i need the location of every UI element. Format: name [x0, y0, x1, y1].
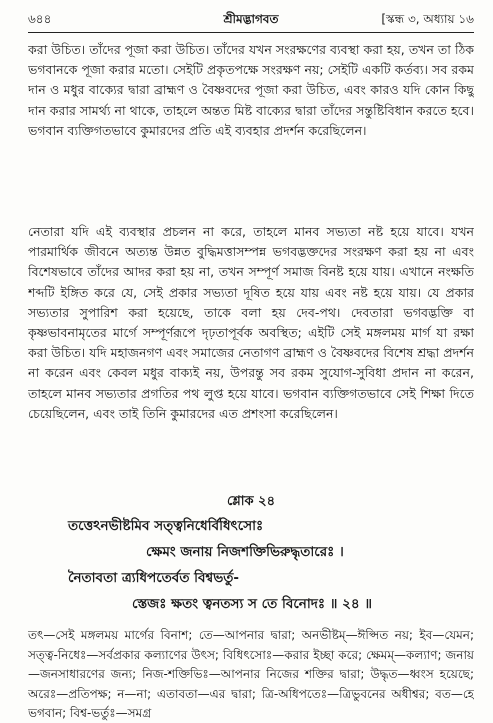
verse-title: শ্লোক ২৪: [226, 494, 276, 509]
purport-paragraph-2: নেতারা যদি এই ব্যবস্থার প্রচলন না করে, তাহলে মানব সভ্যতা নষ্ট হয়ে যাবে। যখন পারমার্থিক জীবনে অত্যন্ত উন্নত বুদ্ধিমত্তাসম্পন্ন ভগবদ্ভক্তদের সংরক্ষণ করা হয় না এবং বিশেষভাবে তাঁদের আদর করা হয় না, তখন সম্পূর্ণ সমাজ বিনষ্ট হয়ে যায়। এখানে নংক্ষতি শব্দটি ইঙ্গিত করে যে, সেই প্রকার সভ্যতা দূষিত হয়ে যায় এবং নষ্ট হয়ে যায়। যে প্রকার সভ্যতার সুপারিশ করা হয়েছে, তাকে বলা হয় দেব-পথ। দেবতারা ভগবদ্ভক্তি বা কৃষ্ণভাবনামৃতের মার্গে সম্পূর্ণরূপে দৃঢ়তাপূর্বক অবস্থিত; এইটি সেই মঙ্গলময় মার্গ যা রক্ষা করা উচিত। যদি মহাজনগণ এবং সমাজের নেতাগণ ব্রাহ্মণ ও বৈষ্ণবদের বিশেষ শ্রদ্ধা প্রদর্শন না করেন এবং কেবল মধুর বাক্যই নয়, উপরন্তু সব রকম সুযোগ-সুবিধা প্রদান না করেন, তাহলে মানব সভ্যতার প্রগতির পথ লুপ্ত হয়ে যাবে। ভগবান ব্যক্তিগতভাবে সেই শিক্ষা দিতে চেয়েছিলেন, এবং তাই তিনি কুমারদের এত প্রশংসা করেছিলেন।: [28, 224, 474, 421]
book-page: [28, 0, 474, 723]
page-header: [28, 10, 474, 30]
verse-line-4: স্তেজঃ ক্ষতং ত্বনতস্য স তে বিনোদঃ ॥ ২৪ ॥: [132, 596, 372, 612]
page-number: ৬৪৪: [28, 12, 52, 26]
book-title: শ্রীমদ্ভাগবত: [223, 12, 279, 26]
verse-line-1: তত্তেঽনভীষ্টমিব সত্ত্বনিধের্বিধিৎসোঃ: [68, 518, 264, 534]
header-rule: [28, 32, 474, 33]
chapter-reference: [স্কন্ধ ৩, অধ্যায় ১৬: [381, 12, 474, 26]
synonyms-paragraph: তৎ—সেই মঙ্গলময় মার্গের বিনাশ; তে—আপনার দ্বারা; অনভীষ্টম্—ঈপ্সিত নয়; ইব—যেমন; সত্ত্ব-নিধেঃ—সর্বপ্রকার কল্যাণের উৎস; বিধিৎসোঃ—করার ইচ্ছা করে; ক্ষেমম্—কল্যাণ; জনায়—জনসাধারণের জন্য; নিজ-শক্তিভিঃ—আপনার নিজের শক্তির দ্বারা; উদ্ধৃত—ধ্বংস হয়েছে; অরেঃ—প্রতিপক্ষ; ন—না; এতাবতা—এর দ্বারা; ত্রি-অধিপতেঃ—ত্রিভুবনের অধীশ্বর; বত—হে ভগবান; বিশ্ব-ভর্তুঃ—সমগ্র: [28, 628, 474, 720]
purport-paragraph-1: করা উচিত। তাঁদের পূজা করা উচিত। তাঁদের যখন সংরক্ষণের ব্যবস্থা করা হয়, তখন তা ঠিক ভগবানকে পূজা করার মতো। সেইটি প্রকৃতপক্ষে সংরক্ষণ নয়; সেইটি একটি কর্তব্য। সব রকম দান ও মধুর বাক্যের দ্বারা ব্রাহ্মণ ও বৈষ্ণবদের পূজা করা উচিত, এবং কারও যদি কোন কিছু দান করার সামর্থ্য না থাকে, তাহলে অন্তত মিষ্ট বাক্যের দ্বারা তাঁদের সন্তুষ্টিবিধান করতে হবে। ভগবান ব্যক্তিগতভাবে কুমারদের প্রতি এই ব্যবহার প্রদর্শন করেছিলেন।: [28, 42, 474, 138]
verse-line-3: নৈতাবতা ত্র্যধিপতের্বত বিশ্বভর্তু-: [68, 570, 240, 586]
verse-line-2: ক্ষেমং জনায় নিজশক্তিভিরুদ্ধৃতারেঃ ।: [146, 544, 344, 560]
